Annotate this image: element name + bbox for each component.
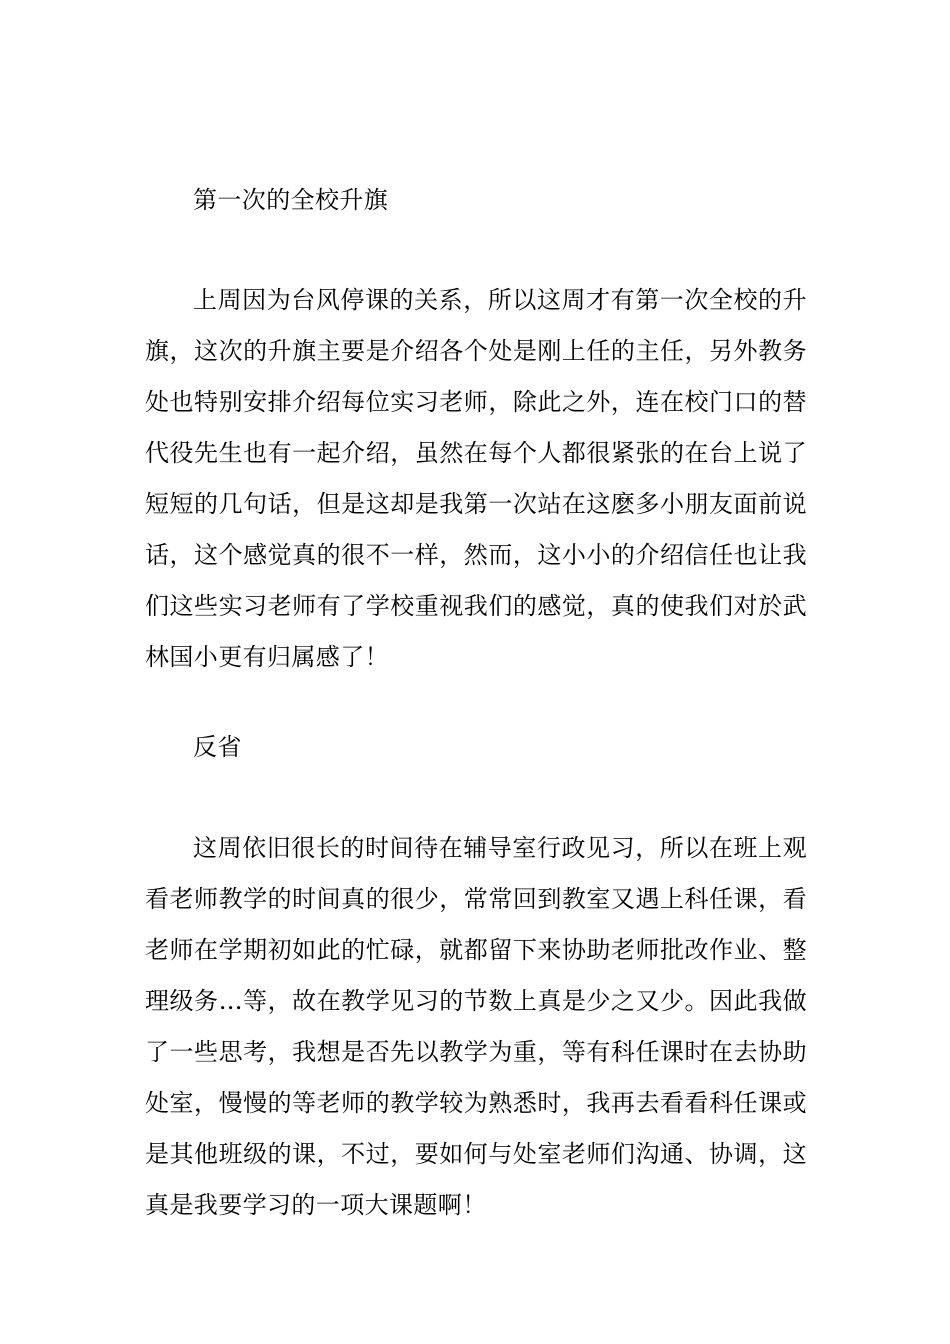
section-heading-reflection: 反省	[193, 733, 242, 761]
section-heading-flag-raising: 第一次的全校升旗	[193, 186, 389, 214]
section-paragraph-reflection: 这周依旧很长的时间待在辅导室行政见习，所以在班上观看老师教学的时间真的很少，常常回到教室又遇上科任课，看老师在学期初如此的忙碌，就都留下来协助老师批改作业、整理级务…等，故在教学见习的节数上真是少之又少。因此我做了一些思考，我想是否先以教学为重，等有科任课时在去协助处室，慢慢的等老师的教学较为熟悉时，我再去看看科任课或是其他班级的课，不过，要如何与处室老师们沟通、协调，这真是我要学习的一项大课题啊！	[145, 834, 807, 1219]
section-paragraph-flag-raising: 上周因为台风停课的关系，所以这周才有第一次全校的升旗，这次的升旗主要是介绍各个处是刚上任的主任，另外教务处也特别安排介绍每位实习老师，除此之外，连在校门口的替代役先生也有一起介绍，虽然在每个人都很紧张的在台上说了短短的几句话，但是这却是我第一次站在这麽多小朋友面前说话，这个感觉真的很不一样，然而，这小小的介绍信任也让我们这些实习老师有了学校重视我们的感觉，真的使我们对於武林国小更有归属感了！	[145, 286, 807, 671]
